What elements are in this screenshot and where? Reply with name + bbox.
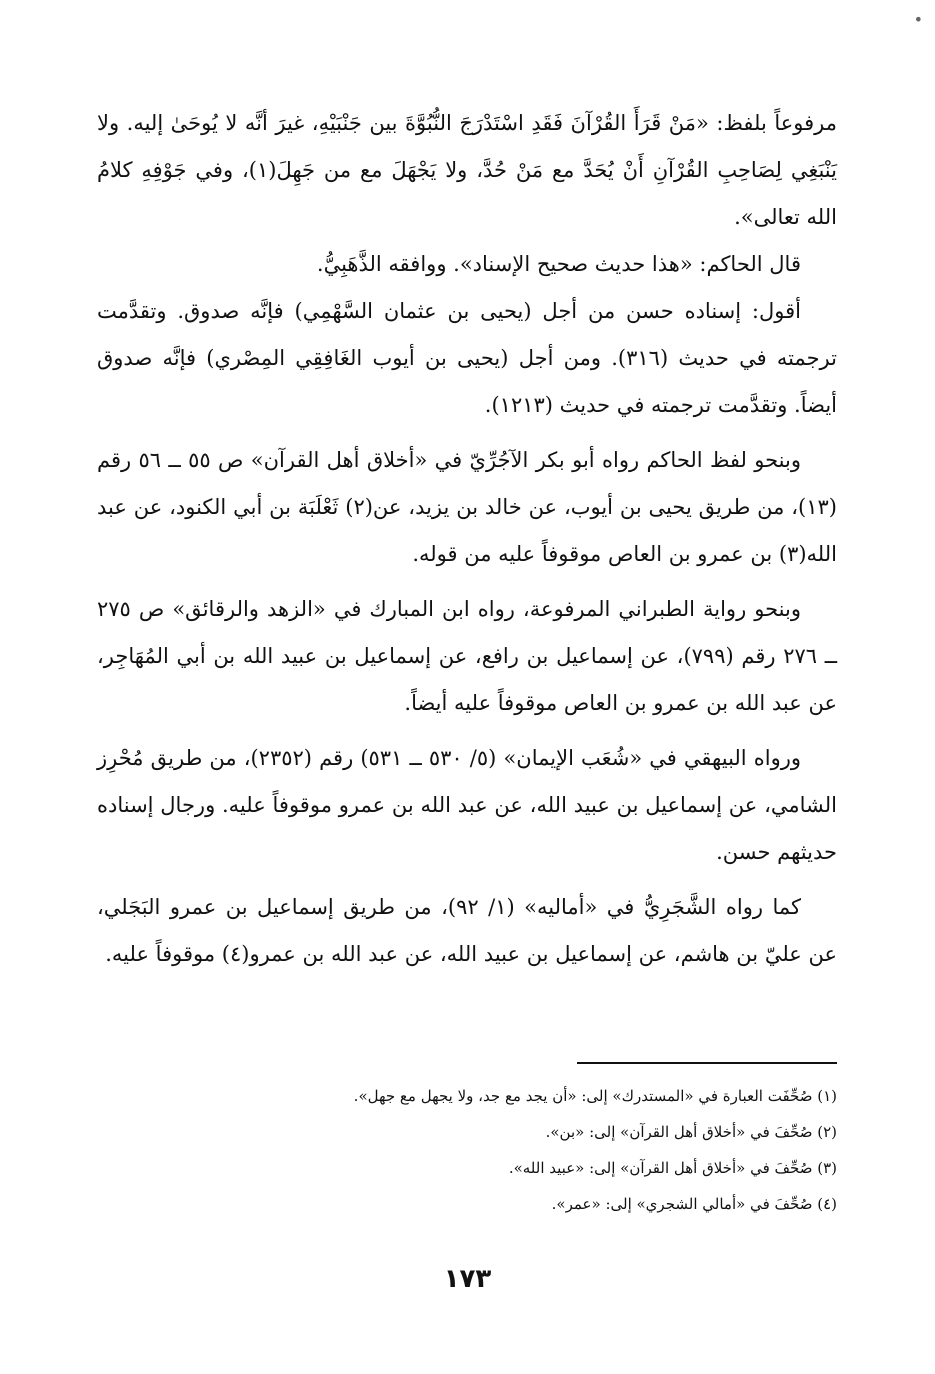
paragraph-ajurri-narration: وبنحو لفظ الحاكم رواه أبو بكر الآجُرِّيّ في «أخلاق أهل القرآن» ص ٥٥ ــ ٥٦ رقم (١٣)، من طريق يحيى بن أيوب، عن خالد بن يزيد، عن(٢) ثَعْلَبَة بن أبي الكنود، عن عبد الله(٣) بن عمرو بن العاص موقوفاً عليه من قوله. [97,448,837,566]
page-number: ١٧٣ [443,1264,492,1294]
paragraph-hakim-grading: قال الحاكم: «هذا حديث صحيح الإسناد». ووافقه الذَّهَبِيُّ. [316,252,801,276]
paragraph-bayhaqi-narration: ورواه البيهقي في «شُعَب الإيمان» (٥/ ٥٣٠ ــ ٥٣١) رقم (٢٣٥٢)، من طريق مُحْرِز الشامي، عن إسماعيل بن عبيد الله، عن عبد الله بن عمرو موقوفاً عليه. ورجال إسناده حديثهم حسن. [97,746,837,864]
footnote-item: (٤) صُحِّفَ في «أمالي الشجري» إلى: «عمر». [551,1195,837,1213]
footnote-item: (٣) صُحِّفَ في «أخلاق أهل القرآن» إلى: «عبيد الله». [508,1159,837,1177]
footnote-item: (١) صُحِّفَت العبارة في «المستدرك» إلى: «أن يجد مع جد، ولا يجهل مع جهل». [353,1087,837,1105]
paragraph-shajari-narration: كما رواه الشَّجَرِيُّ في «أماليه» (١/ ٩٢)، من طريق إسماعيل بن عمرو البَجَلي، عن عليّ بن هاشم، عن إسماعيل بن عبيد الله، عن عبد الله بن عمرو(٤) موقوفاً عليه. [97,895,837,966]
main-text [97,100,837,978]
footnote-divider [577,1062,837,1064]
paragraph-isnad-assessment: أقول: إسناده حسن من أجل (يحيى بن عثمان السَّهْمِي) فإنَّه صدوق. وتقدَّمت ترجمته في حديث (٣١٦). ومن أجل (يحيى بن أيوب الغَافِقِي المِصْري) فإنَّه صدوق أيضاً. وتقدَّمت ترجمته في حديث (١٢١٣). [97,299,837,417]
paragraph-ibn-mubarak-narration: وبنحو رواية الطبراني المرفوعة، رواه ابن المبارك في «الزهد والرقائق» ص ٢٧٥ ــ ٢٧٦ رقم (٧٩٩)، عن إسماعيل بن رافع، عن إسماعيل بن عبيد الله بن أبي المُهَاجِر، عن عبد الله بن عمرو بن العاص موقوفاً عليه أيضاً. [97,597,838,715]
footnote-item: (٢) صُحِّفَ في «أخلاق أهل القرآن» إلى: «بن». [545,1123,837,1141]
corner-dot-mark: • [913,10,923,29]
paragraph-hadith-text: مرفوعاً بلفظ: «مَنْ قَرَأَ القُرْآنَ فَقَدِ اسْتَدْرَجَ النُّبُوَّةَ بين جَنْبَيْهِ، غيرَ أنَّه لا يُوحَىٰ إليه. ولا يَنْبَغِي لِصَاحِبِ القُرْآنِ أَنْ يُحَدَّ مع مَنْ حُدَّ، ولا يَجْهَلَ مع من جَهِلَ(١)، وفي جَوْفِهِ كلامُ الله تعالى». [97,111,837,229]
footnotes [97,1078,837,1222]
